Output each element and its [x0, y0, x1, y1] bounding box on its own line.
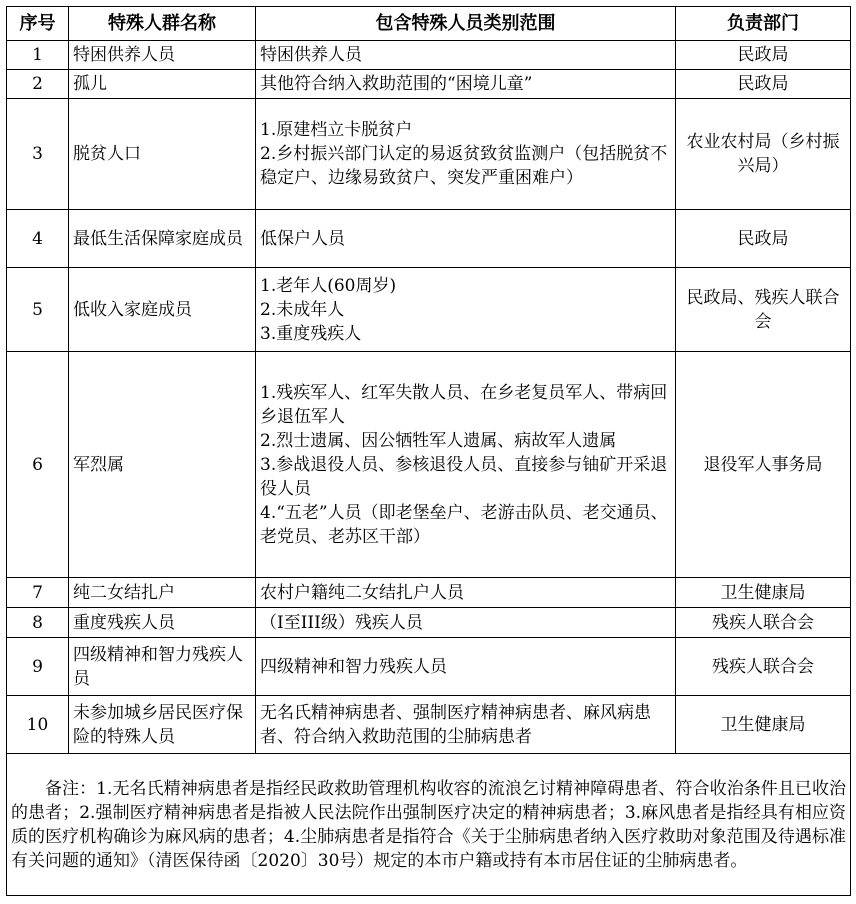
footnote-text: 备注：1.无名氏精神病患者是指经民政救助管理机构收容的流浪乞讨精神障碍患者、符合收治条件且已收治的患者；2.强制医疗精神病患者是指被人民法院作出强制医疗决定的精神病患者；3.麻风患者是指经具有相应资质的医疗机构确诊为麻风病的患者；4.尘肺病患者是指符合《关于尘肺病患者纳入医疗救助对象范围及待遇标准有关问题的通知》（清医保待函〔2020〕30号）规定的本市户籍或持有本市居住证的尘肺病患者。: [11, 778, 846, 871]
row-seq: 4: [7, 210, 69, 268]
row-group: 特困供养人员: [69, 41, 256, 70]
row-dept: 民政局、残疾人联合会: [676, 268, 851, 352]
row-dept: 卫生健康局: [676, 696, 851, 754]
row-members: [256, 578, 676, 608]
row-group: 孤儿: [69, 70, 256, 99]
row-seq: 7: [7, 578, 69, 608]
member-line: 其他符合纳入救助范围的“困境儿童”: [260, 74, 533, 94]
member-line: 4.“五老”人员（即老堡垒户、老游击队员、老交通员、老党员、老苏区干部）: [260, 502, 668, 547]
row-members: [256, 608, 676, 638]
row-dept: 退役军人事务局: [676, 352, 851, 578]
row-members: [256, 268, 676, 352]
note-row: [7, 754, 851, 896]
table-row: [7, 41, 851, 70]
row-members: [256, 352, 676, 578]
row-group: 纯二女结扎户: [69, 578, 256, 608]
row-group: 四级精神和智力残疾人员: [69, 638, 256, 696]
special-groups-table: [6, 6, 851, 896]
row-seq: 6: [7, 352, 69, 578]
table-row: [7, 638, 851, 696]
member-line: 四级精神和智力残疾人员: [260, 656, 447, 677]
row-members: [256, 70, 676, 99]
table-header-row: [7, 7, 851, 41]
member-line: 1.原建档立卡脱贫户: [260, 120, 413, 140]
row-group: 低收入家庭成员: [69, 268, 256, 352]
table-row: [7, 268, 851, 352]
row-members: [256, 210, 676, 268]
member-line: 低保户人员: [260, 228, 345, 249]
row-group: 重度残疾人员: [69, 608, 256, 638]
table-row: [7, 578, 851, 608]
header-dept: 负责部门: [676, 7, 851, 41]
row-seq: 3: [7, 99, 69, 210]
header-group: 特殊人群名称: [69, 7, 256, 41]
member-line: 特困供养人员: [260, 45, 362, 65]
table-row: [7, 608, 851, 638]
footnote: [7, 754, 851, 896]
row-group: 脱贫人口: [69, 99, 256, 210]
member-line: 2.未成年人: [260, 299, 345, 320]
row-members: [256, 696, 676, 754]
table-row: [7, 70, 851, 99]
member-line: 1.老年人(60周岁): [260, 275, 397, 296]
member-line: （Ⅰ至III级）残疾人员: [260, 612, 423, 633]
row-seq: 10: [7, 696, 69, 754]
header-seq: 序号: [7, 7, 69, 41]
row-members: [256, 41, 676, 70]
row-dept: 民政局: [676, 210, 851, 268]
member-line: 1.残疾军人、红军失散人员、在乡老复员军人、带病回乡退伍军人: [260, 382, 668, 427]
row-dept: 残疾人联合会: [676, 608, 851, 638]
table-row: [7, 696, 851, 754]
row-dept: 卫生健康局: [676, 578, 851, 608]
row-seq: 1: [7, 41, 69, 70]
row-group: 最低生活保障家庭成员: [69, 210, 256, 268]
row-dept: 农业农村局（乡村振兴局）: [676, 99, 851, 210]
row-seq: 9: [7, 638, 69, 696]
member-line: 农村户籍纯二女结扎户人员: [260, 582, 464, 603]
row-members: [256, 638, 676, 696]
row-seq: 2: [7, 70, 69, 99]
row-group: 军烈属: [69, 352, 256, 578]
row-dept: 残疾人联合会: [676, 638, 851, 696]
row-members: [256, 99, 676, 210]
member-line: 2.乡村振兴部门认定的易返贫致贫监测户（包括脱贫不稳定户、边缘易致贫户、突发严重困难户）: [260, 144, 668, 188]
row-seq: 8: [7, 608, 69, 638]
member-line: 3.参战退役人员、参核退役人员、直接参与铀矿开采退役人员: [260, 454, 668, 499]
member-line: 无名氏精神病患者、强制医疗精神病患者、麻风病患者、符合纳入救助范围的尘肺病患者: [260, 702, 651, 747]
table-row: [7, 210, 851, 268]
row-seq: 5: [7, 268, 69, 352]
table-row: [7, 352, 851, 578]
member-line: 2.烈士遗属、因公牺牲军人遗属、病故军人遗属: [260, 430, 617, 451]
row-dept: 民政局: [676, 41, 851, 70]
header-members: 包含特殊人员类别范围: [256, 7, 676, 41]
table-row: [7, 99, 851, 210]
member-line: 3.重度残疾人: [260, 323, 362, 344]
row-dept: 民政局: [676, 70, 851, 99]
row-group: 未参加城乡居民医疗保险的特殊人员: [69, 696, 256, 754]
